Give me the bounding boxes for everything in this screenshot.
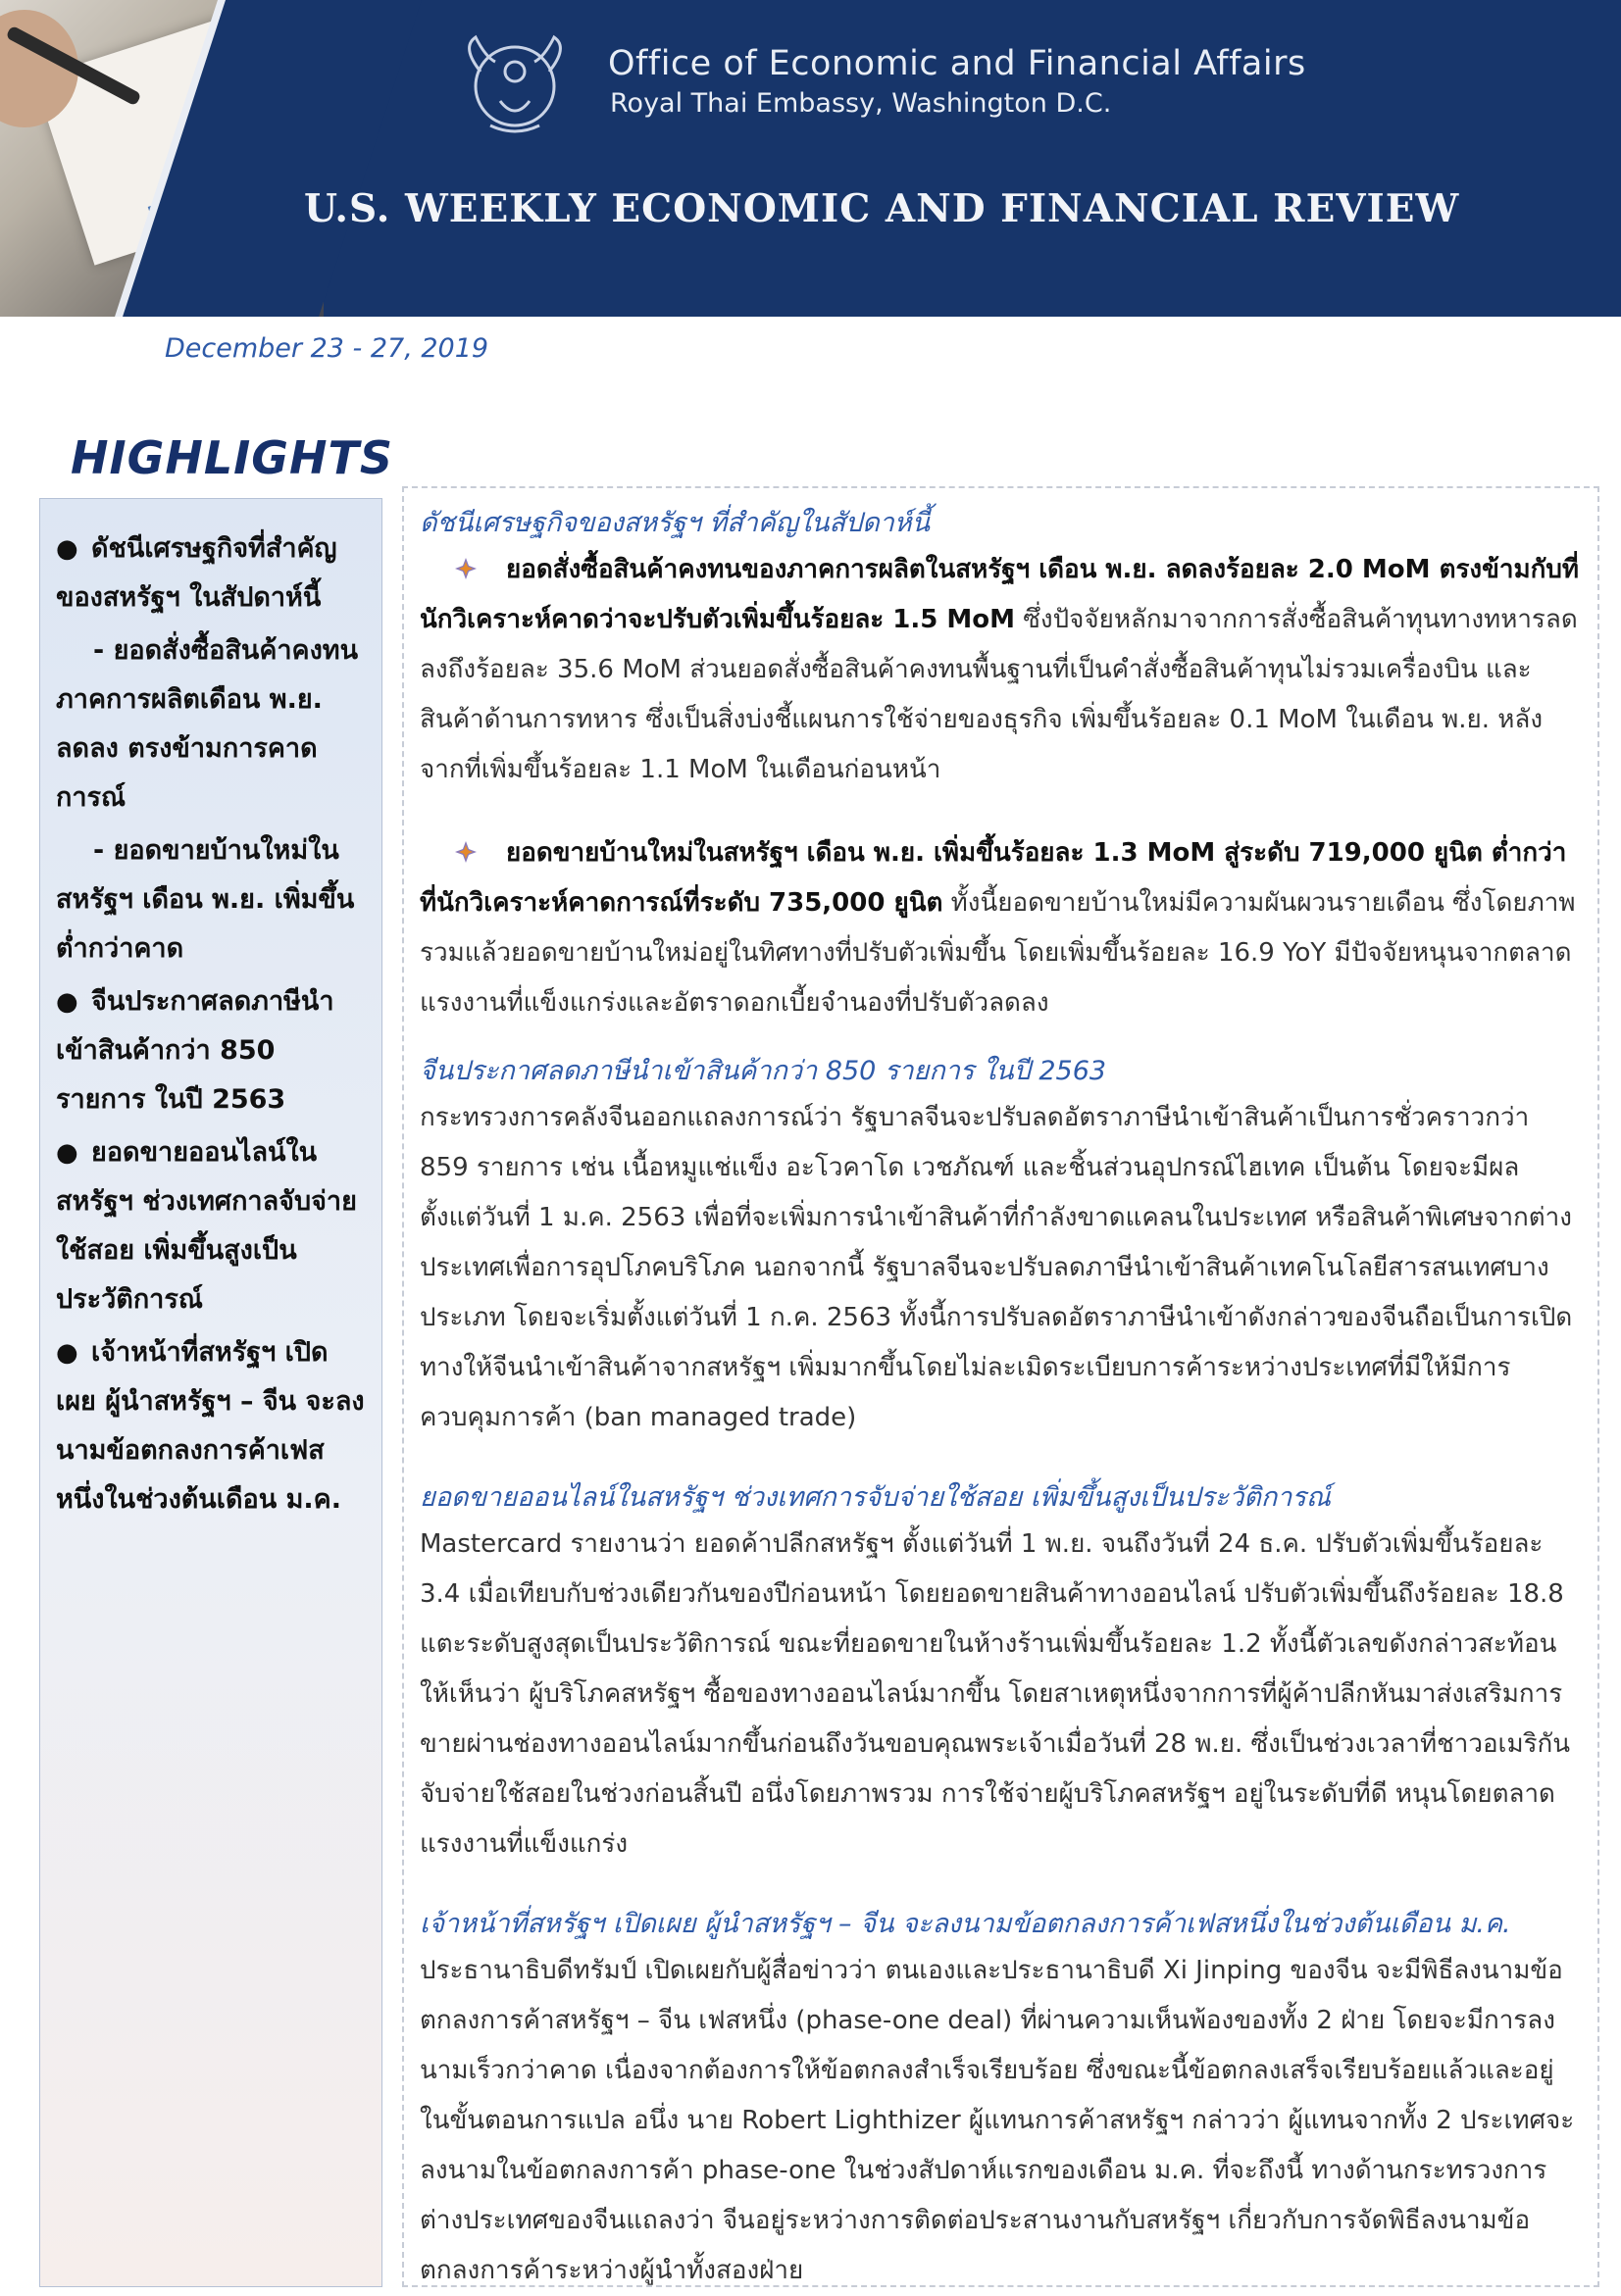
diamond-bullet-icon <box>455 558 477 579</box>
section-title: ยอดขายออนไลน์ในสหรัฐฯ ช่วงเทศการจับจ่ายใช้สอย เพิ่มขึ้นสูงเป็นประวัติการณ์ <box>420 1482 1331 1513</box>
section-paragraph: กระทรวงการคลังจีนออกแถลงการณ์ว่า รัฐบาลจีนจะปรับลดอัตราภาษีนำเข้าสินค้าเป็นการชั่วคราวกว่า 859 รายการ เช่น เนื้อหมูแช่แข็ง อะโวคาโด เวชภัณฑ์ และชิ้นส่วนอุปกรณ์ไฮเทค เป็นต้น โดยจะมีผลตั้งแต่วันที่ 1 ม.ค. 2563 เพื่อที่จะเพิ่มการนำเข้าสินค้าที่กำลังขาดแคลนในประเทศ หรือสินค้าพิเศษจากต่างประเทศเพื่อการอุปโภคบริโภค นอกจากนี้ รัฐบาลจีนจะปรับลดภาษีนำเข้าสินค้าเทคโนโลยีสารสนเทศบางประเภท โดยจะเริ่มตั้งแต่วันที่ 1 ก.ค. 2563 ทั้งนี้การปรับลดอัตราภาษีนำเข้าดังกล่าวของจีนถือเป็นการเปิดทางให้จีนนำเข้าสินค้าจากสหรัฐฯ เพิ่มมากขึ้นโดยไม่ละเมิดระเบียบการค้าระหว่างประเทศที่มีให้มีการควบคุมการค้า (ban managed trade) <box>420 1103 1573 1432</box>
diamond-bullet-icon <box>455 841 477 863</box>
highlight-item: ● ยอดขายออนไลน์ในสหรัฐฯ ช่วงเทศกาลจับจ่ายใช้สอย เพิ่มขึ้นสูงเป็นประวัติการณ์ <box>56 1128 366 1324</box>
highlights-heading: HIGHLIGHTS <box>71 431 394 484</box>
report-date: December 23 - 27, 2019 <box>165 333 489 364</box>
section-paragraph: ประธานาธิบดีทรัมป์ เปิดเผยกับผู้สื่อข่าวว่า ตนเองและประธานาธิบดี Xi Jinping ของจีน จะมีพิธีลงนามข้อตกลงการค้าสหรัฐฯ – จีน เฟสหนึ่ง (phase-one deal) ที่ผ่านความเห็นพ้องของทั้ง 2 ฝ่าย โดยจะมีการลงนามเร็วกว่าคาด เนื่องจากต้องการให้ข้อตกลงสำเร็จเรียบร้อย ซึ่งขณะนี้ข้อตกลงเสร็จเรียบร้อยแล้วและอยู่ในขั้นตอนการแปล อนึ่ง นาย Robert Lighthizer ผู้แทนการค้าสหรัฐฯ กล่าวว่า ผู้แทนจากทั้ง 2 ประเทศจะลงนามในข้อตกลงการค้า phase-one ในช่วงสัปดาห์แรกของเดือน ม.ค. ที่จะถึงนี้ ทางด้านกระทรวงการต่างประเทศของจีนแถลงว่า จีนอยู่ระหว่างการติดต่อประสานงานกับสหรัฐฯ เกี่ยวกับการจัดพิธีลงนามข้อตกลงการค้าระหว่างผู้นำทั้งสองฝ่าย <box>420 1956 1575 2285</box>
highlight-item: ● เจ้าหน้าที่สหรัฐฯ เปิดเผย ผู้นำสหรัฐฯ – จีน จะลงนามข้อตกลงการค้าเฟสหนึ่งในช่วงต้นเดือน ม.ค. <box>56 1328 366 1524</box>
section-paragraph: Mastercard รายงานว่า ยอดค้าปลีกสหรัฐฯ ตั้งแต่วันที่ 1 พ.ย. จนถึงวันที่ 24 ธ.ค. ปรับตัวเพิ่มขึ้นร้อยละ 3.4 เมื่อเทียบกับช่วงเดียวกันของปีก่อนหน้า โดยยอดขายสินค้าทางออนไลน์ ปรับตัวเพิ่มขึ้นถึงร้อยละ 18.8 แตะระดับสูงสุดเป็นประวัติการณ์ ขณะที่ยอดขายในห้างร้านเพิ่มขึ้นร้อยละ 1.2 ทั้งนี้ตัวเลขดังกล่าวสะท้อนให้เห็นว่า ผู้บริโภคสหรัฐฯ ซื้อของทางออนไลน์มากขึ้น โดยสาเหตุหนึ่งจากการที่ผู้ค้าปลีกหันมาส่งเสริมการขายผ่านช่องทางออนไลน์มากขึ้นก่อนถึงวันขอบคุณพระเจ้าเมื่อวันที่ 28 พ.ย. ซึ่งเป็นช่วงเวลาที่ชาวอเมริกันจับจ่ายใช้สอยในช่วงก่อนสิ้นปี อนึ่งโดยภาพรวม การใช้จ่ายผู้บริโภคสหรัฐฯ อยู่ในระดับที่ดี หนุนโดยตลาดแรงงานที่แข็งแกร่ง <box>420 1529 1571 1859</box>
bullet-icon: ● <box>56 1338 78 1368</box>
embassy-name: Royal Thai Embassy, Washington D.C. <box>610 88 1112 119</box>
section-title: ดัชนีเศรษฐกิจของสหรัฐฯ ที่สำคัญในสัปดาห์นี้ <box>420 508 931 538</box>
highlights-sidebar <box>39 498 382 2287</box>
highlight-item: ● ดัชนีเศรษฐกิจที่สำคัญของสหรัฐฯ ในสัปดาห์นี้ <box>56 524 366 623</box>
section-paragraph: ยอดสั่งซื้อสินค้าคงทนของภาคการผลิตในสหรัฐฯ เดือน พ.ย. ลดลงร้อยละ 2.0 MoM ตรงข้ามกับที่นักวิเคราะห์คาดว่าจะปรับตัวเพิ่มขึ้นร้อยละ 1.5 MoM ซึ่งปัจจัยหลักมาจากการสั่งซื้อสินค้าทุนทางทหารลดลงถึงร้อยละ 35.6 MoM ส่วนยอดสั่งซื้อสินค้าคงทนพื้นฐานที่เป็นคำสั่งซื้อสินค้าทุนไม่รวมเครื่องบิน และสินค้าด้านการทหาร ซึ่งเป็นสิ่งบ่งชี้แผนการใช้จ่ายของธุรกิจ เพิ่มขึ้นร้อยละ 0.1 MoM ในเดือน พ.ย. หลังจากที่เพิ่มขึ้นร้อยละ 1.1 MoM ในเดือนก่อนหน้า <box>420 555 1580 784</box>
header-banner <box>0 0 1621 317</box>
highlight-item: ● จีนประกาศลดภาษีนำเข้าสินค้ากว่า 850 รายการ ในปี 2563 <box>56 977 366 1124</box>
office-name: Office of Economic and Financial Affairs <box>608 44 1306 83</box>
bullet-icon: ● <box>56 1138 78 1168</box>
review-title: U.S. WEEKLY ECONOMIC AND FINANCIAL REVIEW <box>304 186 1460 231</box>
section-paragraph: ยอดขายบ้านใหม่ในสหรัฐฯ เดือน พ.ย. เพิ่มขึ้นร้อยละ 1.3 MoM สู่ระดับ 719,000 ยูนิต ต่ำกว่าที่นักวิเคราะห์คาดการณ์ที่ระดับ 735,000 ยูนิต ทั้งนี้ยอดขายบ้านใหม่มีความผันผวนรายเดือน ซึ่งโดยภาพรวมแล้วยอดขายบ้านใหม่อยู่ในทิศทางที่ปรับตัวเพิ่มขึ้น โดยเพิ่มขึ้นร้อยละ 16.9 YoY มีปัจจัยหนุนจากตลาดแรงงานที่แข็งแกร่งและอัตราดอกเบี้ยจำนองที่ปรับตัวลดลง <box>420 838 1576 1018</box>
section-title: เจ้าหน้าที่สหรัฐฯ เปิดเผย ผู้นำสหรัฐฯ – จีน จะลงนามข้อตกลงการค้าเฟสหนึ่งในช่วงต้นเดือน ม.ค. <box>420 1909 1511 1939</box>
bullet-icon: ● <box>56 987 78 1017</box>
highlight-subitem: - ยอดสั่งซื้อสินค้าคงทนภาคการผลิตเดือน พ.ย. ลดลง ตรงข้ามการคาดการณ์ <box>56 635 359 813</box>
bullet-icon: ● <box>56 534 78 564</box>
section-title: จีนประกาศลดภาษีนำเข้าสินค้ากว่า 850 รายการ ในปี 2563 <box>420 1056 1107 1086</box>
main-content <box>402 486 1599 2287</box>
highlight-subitem: - ยอดขายบ้านใหม่ในสหรัฐฯ เดือน พ.ย. เพิ่มขึ้นต่ำกว่าคาด <box>56 835 355 964</box>
garuda-emblem-icon <box>451 27 579 140</box>
